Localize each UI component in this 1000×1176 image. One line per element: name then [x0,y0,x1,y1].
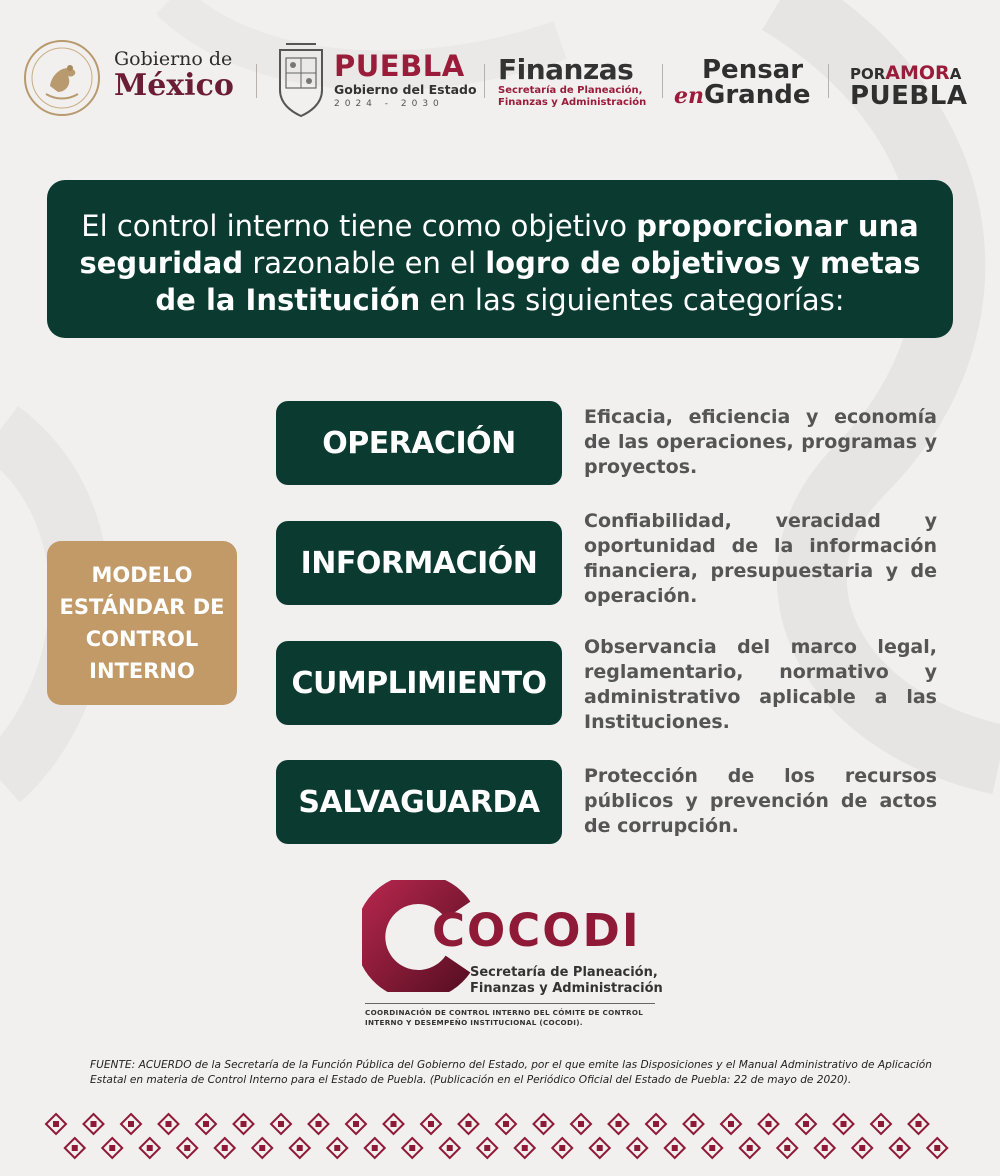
pattern-motif [477,1138,497,1158]
category-operacion: OPERACIÓN [276,401,562,485]
finanzas-name: Finanzas [498,53,634,86]
pattern-motif [665,1138,685,1158]
pattern-motif [796,1114,816,1134]
model-line: MODELO [91,563,193,587]
pattern-motif [121,1114,141,1134]
pensar-line1: Pensar [702,55,804,85]
pattern-motif [834,1114,854,1134]
pattern-motif [140,1138,160,1158]
pattern-motif [309,1114,329,1134]
category-salvaguarda: SALVAGUARDA [276,760,562,844]
intro-bold-1: proporcionar una seguridad [79,209,919,280]
pattern-motif [215,1138,235,1158]
pattern-motif [65,1138,85,1158]
pattern-motif [515,1138,535,1158]
pattern-motif [252,1138,272,1158]
pattern-motif [646,1114,666,1134]
cocodi-sub-line2: Finanzas y Administración [470,981,663,996]
cocodi-subtitle [470,965,663,997]
amor-text: AMOR [885,62,950,84]
pattern-motif [627,1138,647,1158]
intro-text-2: razonable en el [243,246,486,280]
pattern-motif [402,1138,422,1158]
pattern-motif [177,1138,197,1158]
cocodi-sub-line1: Secretaría de Planeación, [470,965,658,980]
pattern-motif [421,1114,441,1134]
pattern-motif [346,1114,366,1134]
logo-divider [662,64,663,98]
pattern-motif [927,1138,947,1158]
pattern-motif [102,1138,122,1158]
intro-box [47,180,953,338]
finanzas-logo [498,53,647,108]
logo-divider [828,64,829,98]
pattern-motif [84,1114,104,1134]
pattern-motif [384,1114,404,1134]
intro-text-1: El control interno tiene como objetivo [81,209,637,243]
pattern-motif [534,1114,554,1134]
gobierno-de-mexico-logo [114,50,234,101]
logo-divider [484,64,485,98]
cocodi-wordmark: COCODI [432,904,641,957]
gob-mx-line2: México [114,68,234,103]
logo-divider [256,64,257,98]
pensar-line2: Grande [704,79,811,110]
intro-text-3: en las siguientes categorías: [420,283,845,317]
gob-mx-line1: Gobierno de [114,48,233,70]
por-text: POR [850,65,886,83]
pattern-motif [571,1114,591,1134]
pattern-motif [440,1138,460,1158]
pattern-motif [459,1114,479,1134]
pattern-motif [909,1114,929,1134]
pattern-motif [327,1138,347,1158]
a-text: A [949,65,962,83]
pensar-en: en [674,82,704,109]
finanzas-line1: Secretaría de Planeación, [498,85,643,96]
pattern-motif [196,1114,216,1134]
por-amor-a-puebla-logo [850,64,967,109]
model-line: CONTROL [85,627,199,651]
pattern-motif [496,1114,516,1134]
modelo-estandar-box [47,541,237,705]
por-amor-puebla: PUEBLA [850,81,968,111]
pattern-motif [684,1114,704,1134]
pattern-motif [871,1114,891,1134]
pattern-motif [740,1138,760,1158]
pattern-motif [815,1138,835,1158]
pattern-motif [759,1114,779,1134]
pattern-motif [271,1114,291,1134]
pattern-motif [46,1114,66,1134]
pattern-motif [777,1138,797,1158]
pattern-motif [702,1138,722,1158]
pattern-motif [852,1138,872,1158]
puebla-subtitle: Gobierno del Estado [334,82,477,97]
puebla-years: 2024 - 2030 [334,98,444,109]
model-line: ESTÁNDAR DE [59,595,225,619]
puebla-logo [334,49,477,109]
cocodi-divider [365,1003,655,1004]
category-salvaguarda-description: Protección de los recursos públicos y prevención de actos de corrupción. [584,765,937,837]
puebla-name: PUEBLA [334,49,465,83]
category-informacion-description: Confiabilidad, veracidad y oportunidad de la información financiera, presupuestaria y de operación. [584,510,937,607]
finanzas-line2: Finanzas y Administración [498,97,647,108]
cocodi-footer-text: COORDINACIÓN DE CONTROL INTERNO DEL CÓMITE DE CONTROL INTERNO Y DESEMPEÑO INSTITUCIONAL (COCODI). [365,1008,644,1027]
mexico-seal-icon [22,38,102,118]
model-line: INTERNO [89,659,195,683]
pattern-motif [159,1114,179,1134]
source-note: FUENTE: ACUERDO de la Secretaría de la Función Pública del Gobierno del Estado, por el que emite las Disposiciones y el Manual Administrativo de Aplicación Estatal en materia de Control Interno para el Estado de Puebla. (Publicación en el Periódico Oficial del Estado de Puebla: 22 de mayo de 2020). [90,1059,932,1086]
pattern-motif [365,1138,385,1158]
category-cumplimiento-description: Observancia del marco legal, reglamentario, normativo y administrativo aplicable a las Instituciones. [584,636,937,733]
puebla-shield-icon [276,40,326,118]
pattern-motif [234,1114,254,1134]
category-cumplimiento: CUMPLIMIENTO [276,641,562,725]
intro-bold-2: logro de objetivos y metas de la Institución [155,246,921,317]
pattern-motif [890,1138,910,1158]
category-informacion: INFORMACIÓN [276,521,562,605]
pattern-motif [590,1138,610,1158]
header-logos [22,38,978,118]
pattern-motif [290,1138,310,1158]
pattern-motif [609,1114,629,1134]
decorative-pattern-border [38,1112,962,1160]
pensar-en-grande-logo [674,55,811,110]
pattern-motif [552,1138,572,1158]
pattern-motif [721,1114,741,1134]
category-operacion-description: Eficacia, eficiencia y economía de las operaciones, programas y proyectos. [584,406,937,478]
